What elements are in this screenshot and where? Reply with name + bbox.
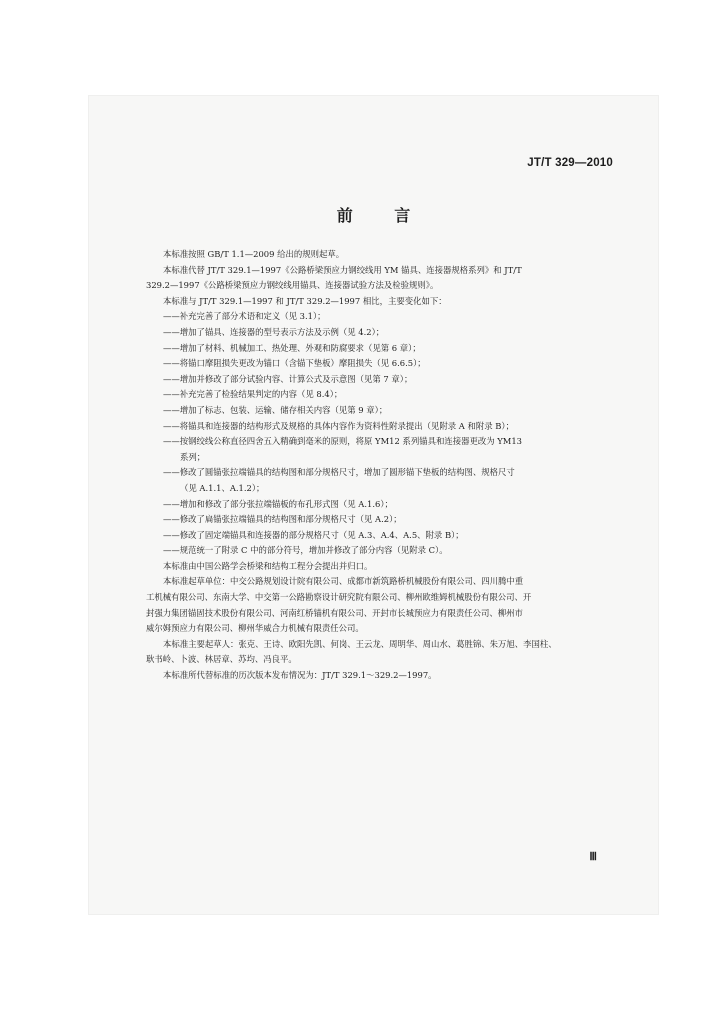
change-list-item: ——增加了标志、包装、运输、储存相关内容（见第 9 章）； xyxy=(163,404,388,415)
page-number: Ⅲ xyxy=(589,851,597,863)
change-list-item-continuation: 系列； xyxy=(180,451,206,462)
change-list-item: ——修改了固定端锚具和连接器的部分规格尺寸（见 A.3、A.4、A.5、附录 B）； xyxy=(163,529,464,540)
change-list-item: ——增加和修改了部分张拉端锚板的布孔形式图（见 A.1.6）； xyxy=(163,498,393,509)
change-list-item: ——将锚具和连接器的结构形式及规格的具体内容作为资料性附录提出（见附录 A 和附录 B）； xyxy=(163,420,514,431)
paragraph-line: 封强力集团锚固技术股份有限公司、河南红桥锚机有限公司、开封市长城预应力有限责任公司、柳州市 xyxy=(146,607,523,618)
paragraph-line: 工机械有限公司、东南大学、中交第一公路勘察设计研究院有限公司、柳州欧维姆机械股份有限公司、开 xyxy=(146,592,532,603)
paragraph-line: 本标准与 JT/T 329.1—1997 和 JT/T 329.2—1997 相比，主要变化如下： xyxy=(163,295,447,306)
paragraph-line: 威尔姆预应力有限公司、柳州华威合力机械有限责任公司。 xyxy=(146,623,364,634)
change-list-item: ——增加了材料、机械加工、热处理、外观和防腐要求（见第 6 章）； xyxy=(163,342,421,353)
paragraph-line: 本标准主要起草人：张克、王诗、欧阳先凯、何岗、王云龙、周明华、周山水、葛胜锦、朱万旭、李国柱、 xyxy=(163,638,557,649)
change-list-item: ——规范统一了附录 C 中的部分符号，增加并修改了部分内容（见附录 C）。 xyxy=(163,545,448,556)
change-list-item-continuation: （见 A.1.1、A.1.2）； xyxy=(180,482,265,493)
foreword-body xyxy=(146,247,616,684)
change-list-item: ——补充完善了检验结果判定的内容（见 8.4）； xyxy=(163,389,343,400)
document-page xyxy=(88,95,659,915)
change-list-item: ——将锚口摩阻损失更改为锚口（含锚下垫板）摩阻损失（见 6.6.5）； xyxy=(163,358,426,369)
change-list-item: ——增加了锚具、连接器的型号表示方法及示例（见 4.2）； xyxy=(163,326,385,337)
page-title: 前 言 xyxy=(336,206,429,225)
change-list-item: ——修改了扁锚张拉端锚具的结构图和部分规格尺寸（见 A.2）； xyxy=(163,514,402,525)
paragraph-line: 本标准按照 GB/T 1.1—2009 给出的规则起草。 xyxy=(163,249,345,259)
paragraph-line: 本标准代替 JT/T 329.1—1997《公路桥梁预应力钢绞线用 YM 锚具、连接器规格系列》和 JT/T xyxy=(163,264,522,275)
change-list-item: ——补充完善了部分术语和定义（见 3.1）； xyxy=(163,311,326,322)
paragraph-line: 本标准所代替标准的历次版本发布情况为：JT/T 329.1～329.2—1997。 xyxy=(163,670,437,681)
paragraph-line: 本标准起草单位：中交公路规划设计院有限公司、成都市新筑路桥机械股份有限公司、四川腾中重 xyxy=(163,576,524,587)
paragraph-line: 本标准由中国公路学会桥梁和结构工程分会提出并归口。 xyxy=(163,560,373,571)
change-list-item: ——修改了圆锚张拉端锚具的结构图和部分规格尺寸，增加了圆形锚下垫板的结构图、规格尺寸 xyxy=(163,467,515,478)
change-list-item: ——增加并修改了部分试验内容、计算公式及示意图（见第 7 章）； xyxy=(163,373,413,384)
paragraph-line: 耿书岭、卜波、林居章、苏均、冯良平。 xyxy=(146,654,297,665)
change-list-item: ——按钢绞线公称直径四舍五入精确到毫米的原则，将原 YM12 系列锚具和连接器更改为 YM13 xyxy=(163,436,523,447)
document-code: JT/T 329—2010 xyxy=(527,157,613,169)
paragraph-line: 329.2—1997《公路桥梁预应力钢绞线用锚具、连接器试验方法及检验规则》。 xyxy=(146,280,439,291)
